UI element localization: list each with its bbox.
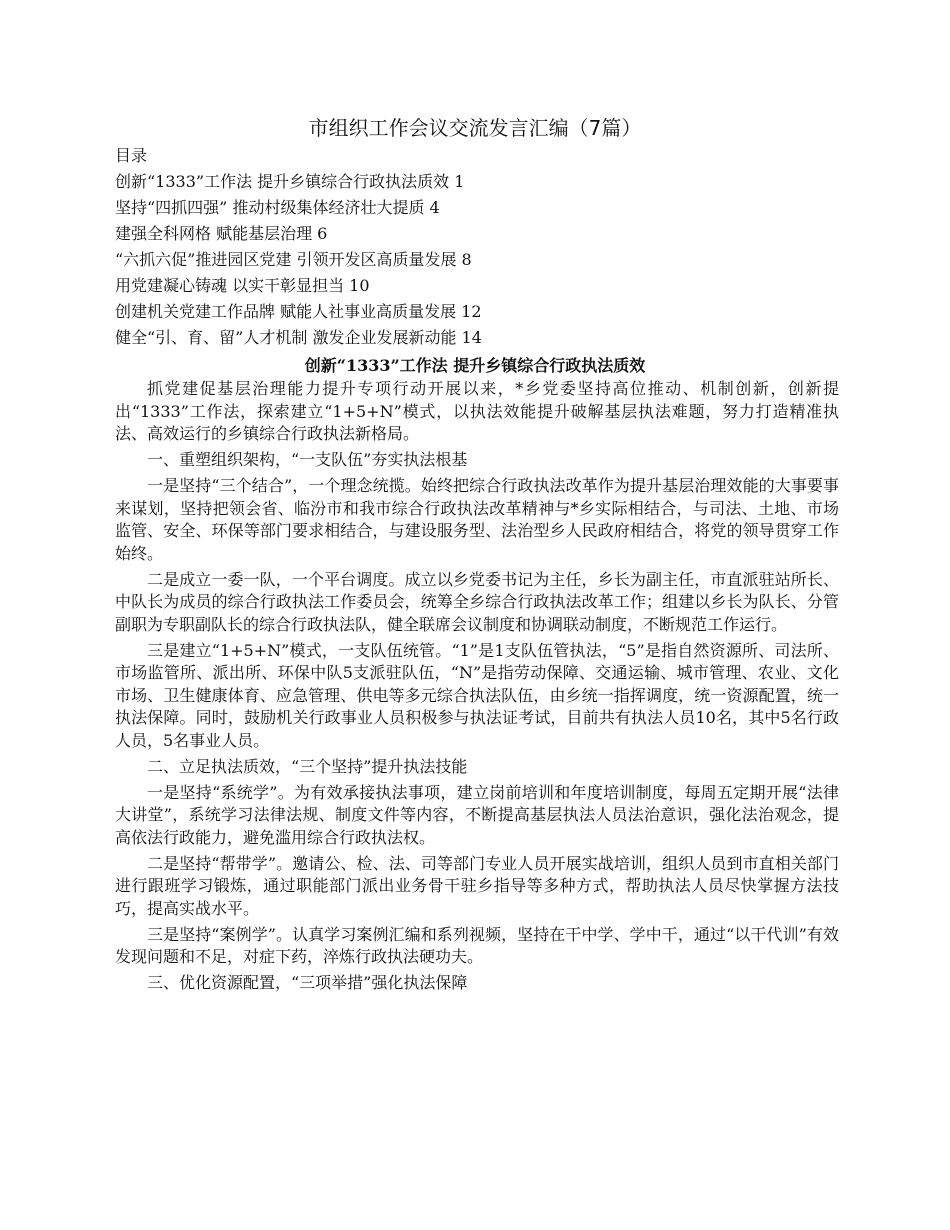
article-body (115, 378, 839, 998)
toc-item: 用党建凝心铸魂 以实干彰显担当 10 (115, 276, 370, 295)
article-title: 创新“1333”工作法 提升乡镇综合行政执法质效 (304, 356, 646, 375)
section-heading: 三、优化资源配置，“三项举措”强化执法保障 (147, 973, 468, 992)
toc-item: “六抓六促”推进园区党建 引领开发区高质量发展 8 (115, 250, 472, 269)
toc-item: 健全“引、育、留”人才机制 激发企业发展新动能 14 (115, 328, 482, 347)
toc-heading: 目录 (115, 146, 148, 165)
toc-item: 坚持“四抓四强” 推动村级集体经济壮大提质 4 (115, 198, 440, 217)
intro-paragraph: 抓党建促基层治理能力提升专项行动开展以来，*乡党委坚持高位推动、机制创新，创新提出“1333”工作法，探索建立“1+5+N”模式，以执法效能提升破解基层执法难题，努力打造精准执法、高效运行的乡镇综合行政执法新格局。 (115, 379, 839, 443)
section-heading: 二、立足执法质效，“三个坚持”提升执法技能 (147, 756, 468, 776)
paragraph: 二是成立一委一队，一个平台调度。成立以乡党委书记为主任，乡长为副主任，市直派驻站所长、中队长为成员的综合行政执法工作委员会，统筹全乡综合行政执法改革工作；组建以乡长为队长、分管副职为专职副队长的综合行政执法队，健全联席会议制度和协调联动制度，不断规范工作运行。 (115, 569, 839, 634)
toc-item: 创建机关党建工作品牌 赋能人社事业高质量发展 12 (115, 302, 482, 321)
section-heading: 一、重塑组织架构，“一支队伍”夯实执法根基 (147, 450, 468, 469)
toc-item: 建强全科网格 赋能基层治理 6 (115, 224, 328, 243)
table-of-contents (115, 143, 835, 351)
paragraph: 一是坚持“系统学”。为有效承接执法事项，建立岗前培训和年度培训制度，每周五定期开展“法律大讲堂”，系统学习法律法规、制度文件等内容，不断提高基层执法人员法治意识，强化法治观念，提高依法行政能力，避免滥用综合行政执法权。 (115, 782, 839, 847)
toc-item: 创新“1333”工作法 提升乡镇综合行政执法质效 1 (115, 172, 465, 191)
paragraph: 三是建立“1+5+N”模式，一支队伍统管。“1”是1支队伍管执法，“5”是指自然资源所、司法所、市场监管所、派出所、环保中队5支派驻队伍，“N”是指劳动保障、交通运输、城市管理、农业、文化市场、卫生健康体育、应急管理、供电等多元综合执法队伍，由乡统一指挥调度，统一资源配置，统一执法保障。同时，鼓励机关行政事业人员积极参与执法证考试，目前共有执法人员10名，其中5名行政人员，5名事业人员。 (115, 640, 839, 750)
document-title: 市组织工作会议交流发言汇编（7篇） (308, 116, 642, 140)
paragraph: 三是坚持“案例学”。认真学习案例汇编和系列视频，坚持在干中学、学中干，通过“以干代训”有效发现问题和不足，对症下药，淬炼行政执法硬功夫。 (115, 924, 839, 966)
paragraph: 二是坚持“帮带学”。邀请公、检、法、司等部门专业人员开展实战培训，组织人员到市直相关部门进行跟班学习锻炼，通过职能部门派出业务骨干驻乡指导等多种方式，帮助执法人员尽快掌握方法技巧，提高实战水平。 (115, 853, 839, 918)
paragraph: 一是坚持“三个结合”，一个理念统揽。始终把综合行政执法改革作为提升基层治理效能的大事要事来谋划，坚持把领会省、临汾市和我市综合行政执法改革精神与*乡实际相结合，与司法、土地、市场监管、安全、环保等部门要求相结合，与建设服务型、法治型乡人民政府相结合，将党的领导贯穿工作始终。 (115, 476, 839, 563)
